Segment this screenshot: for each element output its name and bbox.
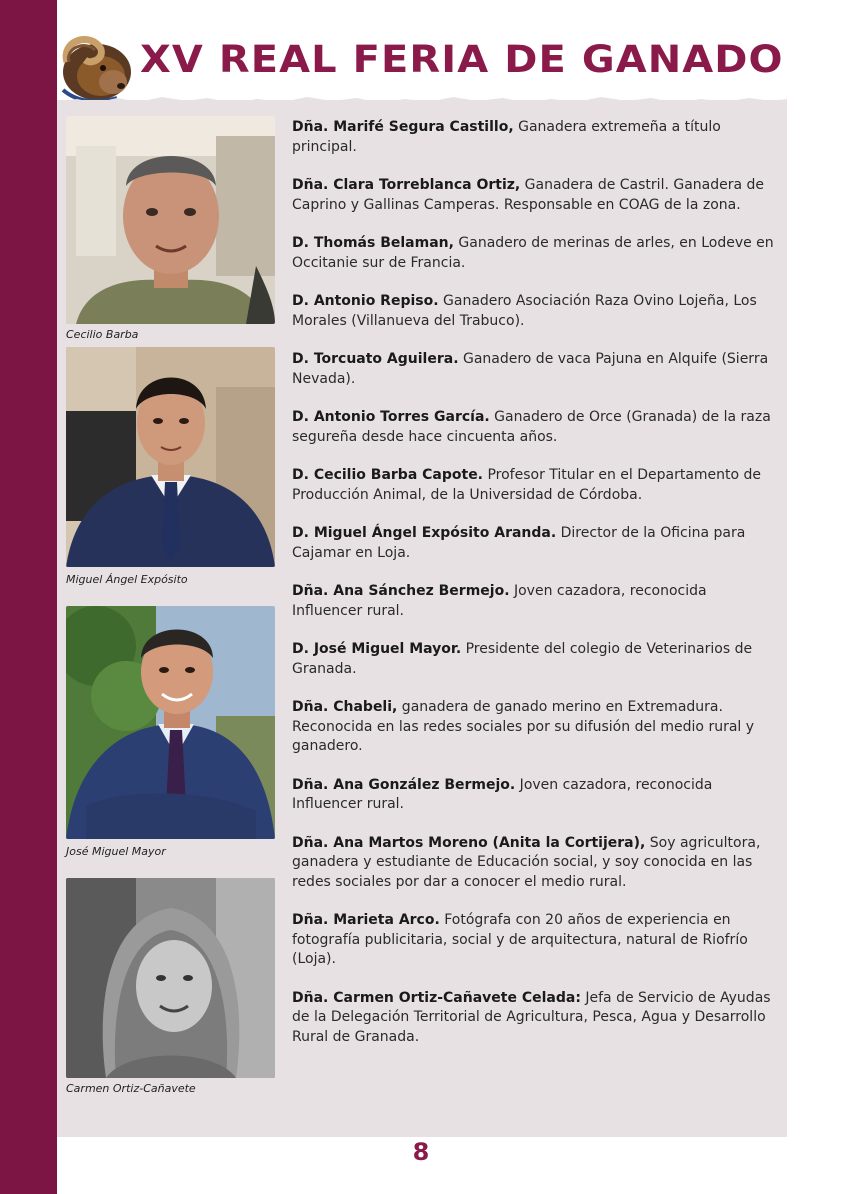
attendee-entry: [292, 350, 777, 389]
attendee-name: Dña. Marieta Arco.: [292, 912, 440, 928]
attendee-description: Joven cazadora, reconocida Influencer rural.: [292, 583, 707, 619]
attendee-description: Ganadera extremeña a título principal.: [292, 119, 721, 155]
attendee-entry: [292, 582, 777, 621]
attendee-name: D. José Miguel Mayor.: [292, 641, 462, 657]
attendee-entry: [292, 640, 777, 679]
attendee-description: Soy agricultora, ganadera y estudiante de Educación social, y soy conocida en las redes sociales por dar a conocer el medio rural.: [292, 834, 761, 890]
attendee-entry: [292, 989, 777, 1048]
attendee-description: Director de la Oficina para Cajamar en Loja.: [292, 525, 746, 561]
attendee-name: D. Antonio Torres García.: [292, 409, 490, 425]
left-color-band: [0, 0, 57, 1194]
attendee-description: Presidente del colegio de Veterinarios de Granada.: [292, 641, 753, 677]
attendee-description: Ganadero de Orce (Granada) de la raza segureña desde hace cincuenta años.: [292, 409, 771, 445]
photo-jose-miguel-mayor: [66, 606, 275, 839]
photo-caption: Miguel Ángel Expósito: [66, 573, 188, 586]
attendee-name: Dña. Ana Sánchez Bermejo.: [292, 583, 510, 599]
attendee-description: Jefa de Servicio de Ayudas de la Delegación Territorial de Agricultura, Pesca, Agua y Desarrollo Rural de Granada.: [292, 989, 771, 1045]
attendee-description: Ganadero Asociación Raza Ovino Lojeña, Los Morales (Villanueva del Trabuco).: [292, 293, 757, 329]
attendee-entry: [292, 466, 777, 505]
page-title: XV REAL FERIA DE GANADO: [140, 38, 784, 81]
attendee-description: Joven cazadora, reconocida Influencer rural.: [292, 776, 713, 812]
attendee-name: Dña. Ana Martos Moreno (Anita la Cortijera),: [292, 834, 646, 851]
attendee-name: D. Cecilio Barba Capote.: [292, 467, 484, 483]
photo-carmen-ortiz-canavete: [66, 878, 275, 1078]
attendee-entry: [292, 118, 777, 157]
attendee-description: Profesor Titular en el Departamento de Producción Animal, de la Universidad de Córdoba.: [292, 467, 762, 503]
photo-caption: José Miguel Mayor: [66, 845, 166, 858]
attendee-list: [292, 118, 777, 1066]
attendee-name: Dña. Chabeli,: [292, 699, 398, 715]
attendee-description: ganadera de ganado merino en Extremadura. Reconocida en las redes sociales por su difusión del medio rural y ganadero.: [292, 699, 755, 754]
photo-caption: Cecilio Barba: [66, 328, 139, 341]
attendee-description: Ganadero de merinas de arles, en Lodeve en Occitanie sur de Francia.: [292, 235, 774, 271]
attendee-name: D. Thomás Belaman,: [292, 235, 454, 251]
attendee-description: Ganadero de vaca Pajuna en Alquife (Sierra Nevada).: [292, 351, 769, 387]
photo-cecilio-barba: [66, 116, 275, 324]
attendee-name: Dña. Ana González Bermejo.: [292, 776, 516, 793]
attendee-entry: [292, 408, 777, 447]
attendee-entry: [292, 776, 777, 815]
attendee-entry: [292, 292, 777, 331]
attendee-entry: [292, 524, 777, 563]
photo-miguel-angel-exposito: [66, 347, 275, 567]
attendee-name: Dña. Marifé Segura Castillo,: [292, 119, 514, 135]
torn-paper-edge: [57, 92, 787, 108]
attendee-entry: [292, 176, 777, 215]
attendee-name: Dña. Clara Torreblanca Ortiz,: [292, 177, 521, 193]
attendee-name: Dña. Carmen Ortiz-Cañavete Celada:: [292, 989, 581, 1006]
attendee-entry: [292, 234, 777, 273]
photo-caption: Carmen Ortiz-Cañavete: [66, 1082, 196, 1095]
attendee-name: D. Torcuato Aguilera.: [292, 351, 459, 367]
attendee-description: Fotógrafa con 20 años de experiencia en fotografía publicitaria, social y de arquitectura, natural de Riofrío (Loja).: [292, 912, 748, 967]
page-number: 8: [412, 1138, 430, 1166]
attendee-entry: [292, 698, 777, 757]
attendee-entry: [292, 911, 777, 970]
attendee-name: D. Miguel Ángel Expósito Aranda.: [292, 525, 557, 541]
attendee-entry: [292, 834, 777, 893]
attendee-description: Ganadera de Castril. Ganadera de Caprino y Gallinas Camperas. Responsable en COAG de la zona.: [292, 177, 765, 213]
attendee-name: D. Antonio Repiso.: [292, 293, 439, 309]
